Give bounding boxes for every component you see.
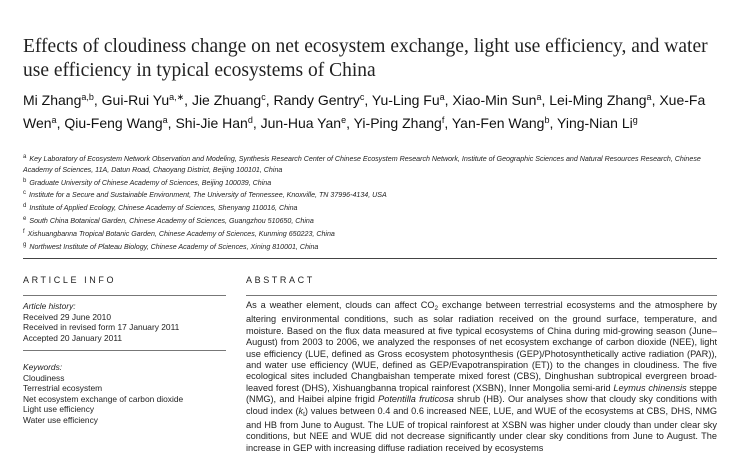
keyword-item: Net ecosystem exchange of carbon dioxide (23, 393, 184, 404)
author-name: Yu-Ling Fu (371, 92, 440, 108)
abstract-text (246, 300, 717, 454)
abstract-heading: ABSTRACT (246, 275, 315, 285)
affiliation-text: Graduate University of Chinese Academy of Sciences, Beijing 100039, China (29, 178, 272, 187)
author-affil-marker: c (359, 92, 365, 102)
author-affil-marker: a (51, 115, 57, 125)
paper-title: Effects of cloudiness change on net ecosystem exchange, light use efficiency, and water use efficiency in typical ecosystems of China (23, 36, 708, 81)
abstract-part: ) values between 0.4 and 0.6 increased NEE, LUE, and WUE of the ecosystems at CBS, DHS, NMG and HB from June to August. The LUE of tropical rainforest at XSBN was higher under cloudy than under clear sky conditions, but NEE and WUE did not decrease significantly under clear sky conditions from June to August. The increase in GEP with increasing diffuse radiation received by ecosystems (246, 405, 717, 453)
affiliation-key: e (23, 215, 27, 222)
author-affil-marker: f (441, 115, 445, 125)
author-name: Gui-Rui Yu (101, 92, 170, 108)
abstract-part: As a weather element, clouds can affect CO (246, 300, 435, 310)
author-name: Jun-Hua Yan (260, 115, 342, 131)
author-affil-marker: d (247, 115, 253, 125)
author-name: Ying-Nian Li (557, 115, 633, 131)
abstract-part: exchange between terrestrial ecosystems and the atmosphere by altering environmental conditions, such as solar radiation received on the ground surface, temperature, and moisture. Based on the flux data measured at five typical ecosystems of China during mid-growing season (June–August) from 2003 to 2006, we analyzed the responses of net ecosystem exchange of carbon dioxide (NEE), light use efficiency (LUE, defined as Gross ecosystem photosynthesis (GEP)/Photosynthetically active radiation (PAR)), and water use efficiency (WUE, defined as GEP/Evapotranspiration (ET)) to the changes in cloudiness. The five ecological sites included Changbaishan temperate mixed forest (CBS), Dinghushan subtropical evergreen broad-leaved forest (DHS), Xishuangbanna tropical rainforest (XSBN), Inner Mongolia semi-arid (246, 300, 717, 393)
keywords (23, 362, 228, 425)
keyword-item: Terrestrial ecosystem (23, 383, 103, 393)
affiliation-item (23, 152, 723, 176)
abstract-subscript: t (303, 410, 305, 418)
author-affil-marker: a (162, 115, 168, 125)
abstract-part: steppe (NMG), and Haibei alpine frigid (246, 382, 717, 405)
affiliation-item (23, 214, 723, 227)
author-affil-marker: a (439, 92, 445, 102)
affiliation-list (23, 152, 723, 252)
keywords-divider (23, 350, 226, 351)
section-divider (23, 258, 717, 259)
author-affil-marker: g (632, 115, 638, 125)
author-affil-marker: e (341, 115, 347, 125)
affiliation-text: Northwest Institute of Plateau Biology, Chinese Academy of Sciences, Xining 810001, China (29, 242, 319, 251)
affiliation-item (23, 201, 723, 214)
affiliation-key: d (23, 203, 27, 210)
author-name: Lei-Ming Zhang (549, 92, 647, 108)
keyword-item: Light use efficiency (23, 404, 95, 414)
affiliation-key: f (23, 228, 25, 235)
affiliation-item (23, 240, 723, 253)
article-history (23, 301, 228, 343)
author-list: Mi Zhang$^{a,b}$, Gui-Rui $Yu^{a,∗}$, Jie Zhuang$^c$, Randy Gentry$^c$, Yu-Ling Fu$^a$, Xiao-Min Sun$^a$, Lei-Ming Zhang$^a$, Xue-Fa Wen$^a$, Qiu-Feng Wang$^a$, Shi-Jie Han$^d$, Jun-Hua Yan$^e$, Yi-Ping Zhang$^f$, Yan-Fen Wang$^b$, Ying-Nian Li$^g$ (23, 92, 706, 131)
author-name: Xiao-Min Sun (452, 92, 537, 108)
author-name: Yan-Fen Wang (451, 115, 545, 131)
keywords-label: Keywords: (23, 362, 63, 372)
abstract-species: Potentilla fruticosa (378, 394, 454, 405)
affiliation-item (23, 176, 723, 189)
affiliation-text: Institute for a Secure and Sustainable Environment, The University of Tennessee, Knoxville, TN 37996-4134, USA (29, 191, 387, 200)
author-name: Shi-Jie Han (175, 115, 248, 131)
affiliation-text: Institute of Applied Ecology, Chinese Academy of Sciences, Shenyang 110016, China (29, 204, 298, 213)
affiliation-text: Key Laboratory of Ecosystem Network Observation and Modeling, Synthesis Research Center of Chinese Ecosystem Research Network, Institute of Geographic Sciences and Natural Resources Research, Chinese Academy of Sciences, 11A, Datun Road, Chaoyang District, Beijing 100101, China (23, 155, 701, 174)
author-affil-marker: a,∗ (169, 92, 185, 102)
abstract-subscript: 2 (434, 305, 439, 312)
abstract-species: Leymus chinensis (613, 382, 687, 393)
article-info-heading: ARTICLE INFO (23, 275, 117, 285)
affiliation-key: g (23, 241, 27, 248)
affiliation-text: South China Botanical Garden, Chinese Academy of Sciences, Guangzhou 510650, China (29, 216, 314, 225)
affiliation-key: c (23, 190, 26, 197)
history-label: Article history: (23, 301, 76, 311)
author-affil-marker: a (646, 92, 652, 102)
affiliation-key: b (23, 177, 27, 184)
affiliation-text: Xishuangbanna Tropical Botanic Garden, Chinese Academy of Sciences, Kunming 650223, China (27, 229, 335, 238)
author-name: Qiu-Feng Wang (64, 115, 163, 131)
author-affil-marker: b (544, 115, 550, 125)
article-info-divider (23, 295, 226, 296)
affiliation-item (23, 188, 723, 201)
author-name: Yi-Ping Zhang (353, 115, 442, 131)
abstract-symbol: k (298, 405, 304, 416)
history-received: Received 29 June 2010 (23, 311, 112, 322)
affiliation-item (23, 227, 723, 240)
author-affil-marker: a,b (81, 92, 94, 102)
author-name: Xue-Fa Wen (23, 92, 706, 131)
author-name: Mi Zhang (23, 92, 82, 108)
author-affil-marker: c (261, 92, 266, 102)
abstract-part: shrub (HB). Our analyses show that cloudy sky conditions with cloud index ( (246, 394, 718, 416)
abstract-divider (246, 295, 717, 296)
affiliation-key: a (23, 154, 27, 160)
author-name: Randy Gentry (273, 92, 360, 108)
author-affil-marker: a (536, 92, 542, 102)
author-name: Jie Zhuang (191, 92, 262, 108)
history-accepted: Accepted 20 January 2011 (23, 332, 123, 343)
keyword-item: Cloudiness (23, 372, 65, 383)
keyword-item: Water use efficiency (23, 414, 98, 425)
history-revised: Received in revised form 17 January 2011 (23, 322, 180, 332)
